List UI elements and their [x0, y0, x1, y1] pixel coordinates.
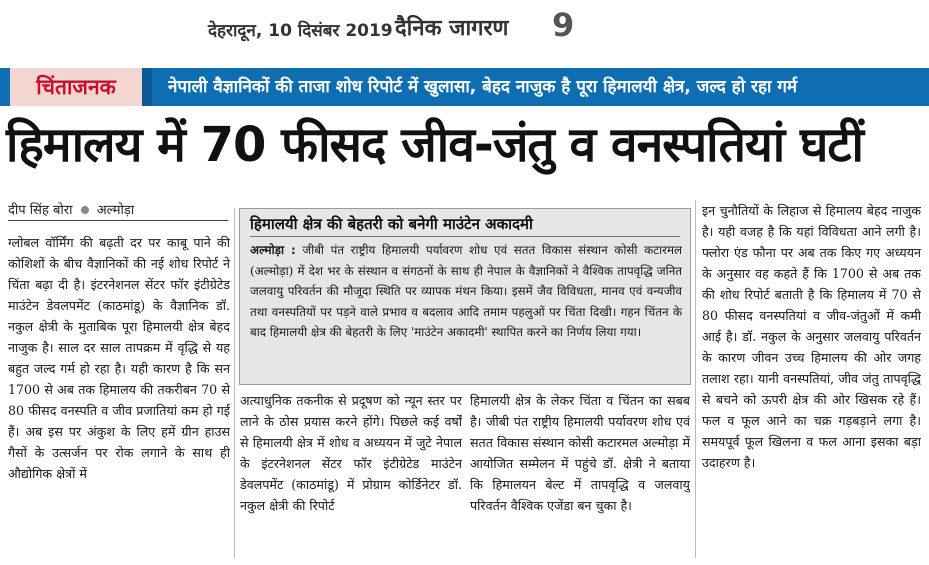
- box-lead: अल्मोड़ा :: [250, 243, 296, 257]
- column-3-text: हिमालयी क्षेत्र के लेकर चिंता व चिंतन का सबब है। जीबी पंत राष्ट्रीय हिमालयी पर्यावरण शोध एवं सतत विकास संस्थान कोसी कटारमल अल्मोड़ा में आयोजित सम्मेलन में पहुंचे डॉ. क्षेत्री ने बताया कि हिमालयन बेल्ट में तापवृद्धि व जलवायु परिवर्तन वैश्विक एजेंडा बन चुका है।: [470, 393, 690, 513]
- kicker-divider: [142, 68, 152, 106]
- column-4-text: इन चुनौतियों के लिहाज से हिमालय बेहद नाजुक है। यही वजह है कि यहां विविधता आने लगी है। फ्लोरा एंड फौना पर अब तक किए गए अध्ययन के अनुसार वह कहते हैं कि 1700 से अब तक की शोध रिपोर्ट बताती है कि हिमालय में 70 से 80 फीसद वनस्पतियां व जीव-जंतुओं में कमी आई है। डॉ. नकुल के अनुसार जलवायु परिवर्तन के कारण जीवन उच्च हिमालय की ओर जगह तलाश रहा। यानी वनस्पतियां, जीव जंतु तापवृद्धि से बचने को ऊपरी क्षेत्र की ओर खिसक रहे हैं। फल व फूल आने का चक्र गड़बड़ाने लगा है। समयपूर्व फूल खिलना व फल आना इसका बड़ा उदाहरण है।: [702, 203, 921, 470]
- article-column-3: [470, 390, 690, 558]
- article-column-4: [702, 200, 921, 558]
- box-body-text: जीबी पंत राष्ट्रीय हिमालयी पर्यावरण शोध एवं सतत विकास संस्थान कोसी कटारमल (अल्मोड़ा) में देश भर के संस्थान व संगठनों के साथ ही नेपाल के वैज्ञानिकों ने वैश्विक तापवृद्धि जनित जलवायु परिवर्तन की मौजूदा स्थिति पर व्यापक मंथन किया। इसमें जैव विविधता, मानव एवं वन्यजीव तथा वनस्पतियों पर पड़ने वाले प्रभाव व बदलाव आदि तमाम पहलुओं पर चिंता दिखी। गहन चिंतन के बाद हिमालयी क्षेत्र की बेहतरी के लिए 'माउंटेन अकादमी' स्थापित करने का निर्णय लिया गया।: [250, 243, 683, 339]
- column-rule: [8, 220, 228, 221]
- byline-author: दीप सिंह बोरा: [8, 203, 73, 218]
- box-title: हिमालयी क्षेत्र की बेहतरी को बनेगी माउंटेन अकादमी: [250, 215, 533, 233]
- main-headline: हिमालय में 70 फीसद जीव-जंतु व वनस्पतियां घटीं: [6, 117, 863, 173]
- box-body: [250, 240, 682, 343]
- page-number: 9: [552, 6, 575, 44]
- column-divider: [695, 200, 696, 558]
- column-2-text: अत्याधुनिक तकनीक से प्रदूषण को न्यून स्तर पर लाने के ठोस प्रयास करने होंगे। पिछले कई वर्षों से हिमालयी क्षेत्र में शोध व अध्ययन में जुटे नेपाल के इंटरनेशनल सेंटर फॉर इंटीग्रेटेड माउंटेन डेवलपमेंट (काठमांडू) में प्रोग्राम कोर्डिनेटर डॉ. नकुल क्षेत्री की रिपोर्ट: [240, 393, 462, 513]
- bullet-icon: [81, 206, 89, 214]
- dateline: देहरादून, 10 दिसंबर 2019: [208, 21, 393, 41]
- article-column-1: [8, 232, 230, 557]
- byline-place: अल्मोड़ा: [96, 203, 135, 218]
- column-divider: [234, 208, 235, 558]
- strap-headline: नेपाली वैज्ञानिकों की ताजा शोध रिपोर्ट में खुलासा, बेहद नाजुक है पूरा हिमालयी क्षेत्र, जल्द हो रहा गर्म: [168, 77, 798, 97]
- newspaper-name: दैनिक जागरण: [395, 16, 509, 41]
- byline: [8, 200, 134, 218]
- kicker-label: चिंताजनक: [10, 68, 142, 106]
- column-1-text: ग्लोबल वॉर्मिंग की बढ़ती दर पर काबू पाने की कोशिशों के बीच वैज्ञानिकों की नई शोध रिपोर्ट ने चिंता बढ़ा दी है। इंटरनेशनल सेंटर फॉर इंटीग्रेटेड माउंटेन डेवलपमेंट (काठमांडू) के वैज्ञानिक डॉ. नकुल क्षेत्री के मुताबिक पूरा हिमालयी क्षेत्र बेहद नाजुक है। साल दर साल तापक्रम में वृद्धि से यह बहुत जल्द गर्म हो रहा है। यही कारण है कि सन 1700 से अब तक हिमालय की तकरीबन 70 से 80 फीसद वनस्पति व जीव प्रजातियां कम हो गई हैं। अब इस पर अंकुश के लिए हमें ग्रीन हाउस गैसों के उत्सर्जन पर रोक लगाने के साथ ही औद्योगिक क्षेत्रों में: [8, 235, 230, 481]
- article-column-2: [240, 390, 462, 558]
- box-title-rule: [250, 236, 680, 237]
